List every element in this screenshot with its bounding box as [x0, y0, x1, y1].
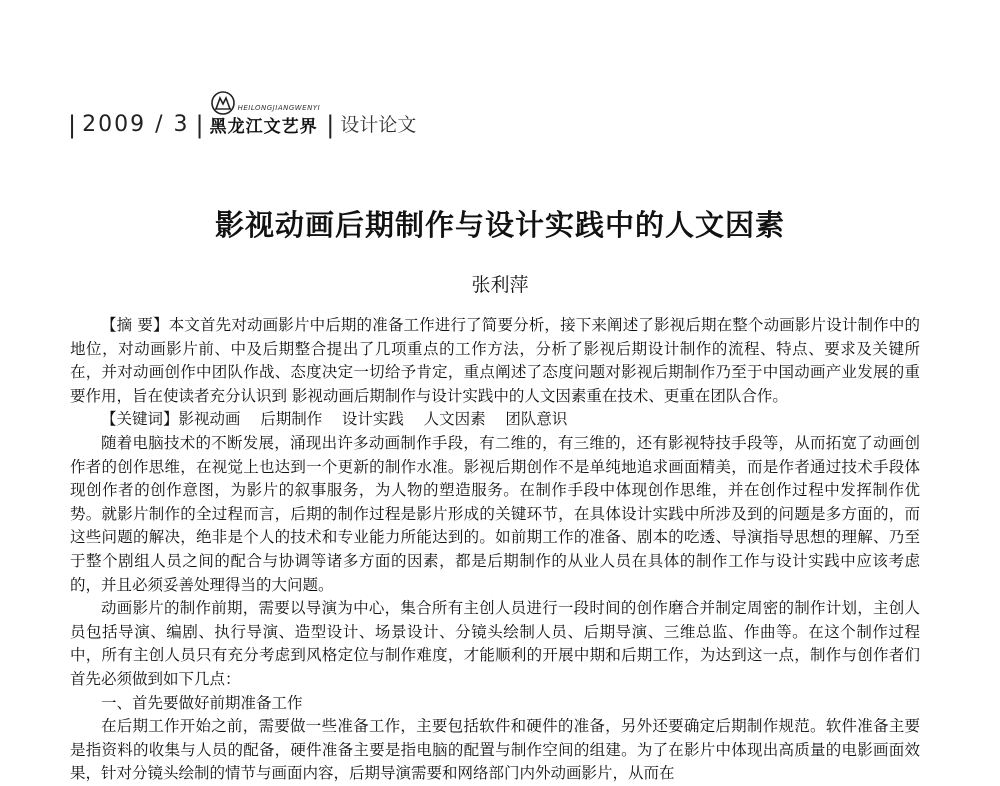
- issue-number: 2009 / 3: [82, 112, 190, 137]
- journal-masthead: [210, 92, 321, 138]
- article-author: 张利萍: [471, 274, 529, 296]
- journal-chinese-name: 黑龙江文艺界: [209, 117, 318, 137]
- body-paragraph: 随着电脑技术的不断发展，涌现出许多动画制作手段，有二维的，有三维的，还有影视特技手段等，从而拓宽了动画创作者的创作思维，在视觉上也达到一个更新的制作水准。影视后期创作不是单纯地追求画面精美，而是作者通过技术手段体现创作者的创作意图，为影片的叙事服务，为人物的塑造服务。在制作手段中体现创作思维，并在创作过程中发挥制作优势。就影片制作的全过程而言，后期的制作过程是影片形成的关键环节，在具体设计实践中所涉及到的问题是多方面的，而这些问题的解决，绝非是个人的技术和专业能力所能达到的。如前期工作的准备、剧本的吃透、导演指导思想的理解、乃至于整个剧组人员之间的配合与协调等诸多方面的因素，都是后期制作的从业人员在具体的制作工作与设计实践中应该考虑的，并且必须妥善处理得当的大问题。: [70, 433, 920, 594]
- abstract-text: 本文首先对动画影片中后期的准备工作进行了简要分析，接下来阐述了影视后期在整个动画影片设计制作中的地位，对动画影片前、中及后期整合提出了几项重点的工作方法，分析了影视后期设计制作的流程、特点、要求及关键所在，并对动画创作中团队作战、态度决定一切给予肯定，重点阐述了态度问题对影视后期制作乃至于中国动画产业发展的重要作用，旨在使读者充分认识到 影视动画后期制作与设计实践中的人文因素重在技术、更重在团队合作。: [70, 316, 920, 405]
- header-left-bar: |: [68, 111, 77, 139]
- abstract-label: 【摘 要】: [101, 316, 169, 334]
- article-title: 影视动画后期制作与设计实践中的人文因素: [214, 208, 785, 242]
- column-name: 设计论文: [340, 114, 417, 136]
- journal-header: [68, 92, 416, 138]
- keywords-text: 影视动画 后期制作 设计实践 人文因素 团队意识: [178, 410, 568, 429]
- article-body: [70, 314, 920, 786]
- journal-logo-icon: [210, 90, 236, 116]
- body-paragraph: 在后期工作开始之前，需要做一些准备工作，主要包括软件和硬件的准备，另外还要确定后期制作规范。软件准备主要是指资料的收集与人员的配备，硬件准备主要是指电脑的配置与制作空间的组建。为了在影片中体现出高质量的电影画面效果，针对分镜头绘制的情节与画面内容，后期导演需要和网络部门内外动画影片，从而在: [70, 717, 920, 783]
- abstract-paragraph: [70, 314, 920, 408]
- header-divider: |: [195, 111, 204, 139]
- header-divider-2: |: [326, 111, 335, 139]
- keywords-label: 【关键词】: [101, 410, 179, 429]
- section-heading: 一、首先要做好前期准备工作: [101, 693, 303, 712]
- body-paragraph: 动画影片的制作前期，需要以导演为中心，集合所有主创人员进行一段时间的创作磨合并制定周密的制作计划，主创人员包括导演、编剧、执行导演、造型设计、场景设计、分镜头绘制人员、后期导演、三维总监、作曲等。在这个制作过程中，所有主创人员只有充分考虑到风格定位与制作难度，才能顺利的开展中期和后期工作，为达到这一点，制作与创作者们首先必须做到如下几点：: [70, 599, 920, 688]
- keywords-paragraph: [70, 408, 920, 432]
- journal-english-name: HEILONGJIANGWENYI: [237, 104, 321, 112]
